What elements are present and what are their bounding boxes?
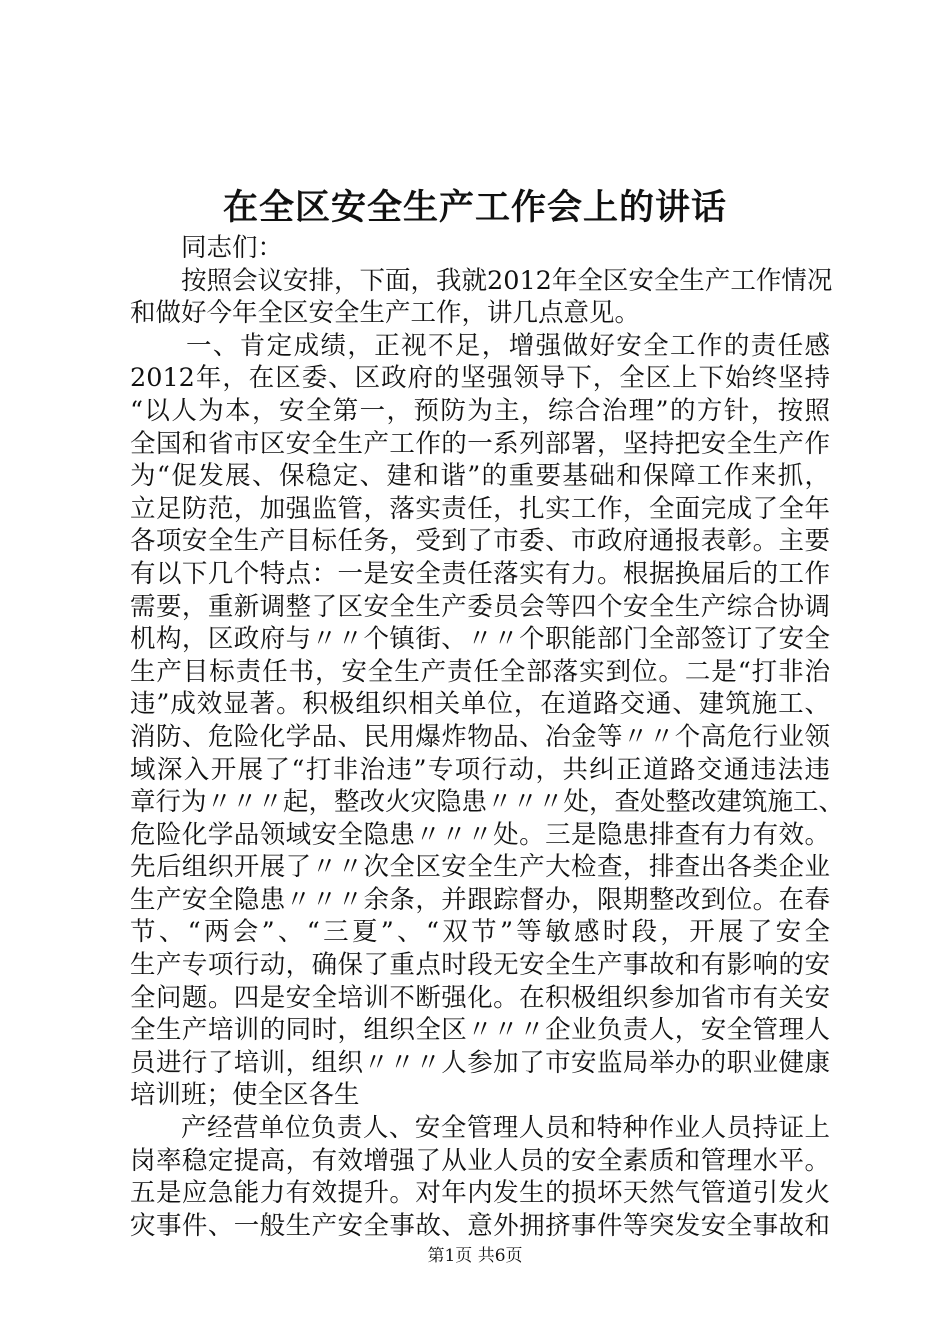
body-line: 员进行了培训，组织〃〃〃人参加了市安监局举办的职业健康 [130,1047,830,1078]
page-number: 第1页 共6页 [427,1246,523,1266]
body-line: 需要，重新调整了区安全生产委员会等四个安全生产综合协调 [130,591,830,622]
body-line: 全生产培训的同时，组织全区〃〃〃企业负责人，安全管理人 [130,1015,830,1046]
body-line: 章行为〃〃〃起，整改火灾隐患〃〃〃处，查处整改建筑施工、 [130,787,845,818]
section-heading-line: 一、肯定成绩，正视不足，增强做好安全工作的责任感 [186,330,830,361]
body-line: 消防、危险化学品、民用爆炸物品、冶金等〃〃个高危行业领 [130,721,830,752]
page-footer [0,1244,950,1268]
body-line: 灾事件、一般生产安全事故、意外拥挤事件等突发安全事故和 [130,1210,830,1241]
body-line: 有以下几个特点：一是安全责任落实有力。根据换届后的工作 [130,558,830,589]
body-line: 全问题。四是安全培训不断强化。在积极组织参加省市有关安 [130,982,830,1013]
body-line: 先后组织开展了〃〃次全区安全生产大检查，排查出各类企业 [130,852,830,883]
body-line: 全国和省市区安全生产工作的一系列部署，坚持把安全生产作 [130,428,830,459]
body-line: “以人为本，安全第一，预防为主，综合治理”的方针，按照 [130,395,830,426]
body-line: 机构，区政府与〃〃个镇街、〃〃个职能部门全部签订了安全 [130,624,830,655]
document-body [130,232,845,1242]
body-line: 岗率稳定提高，有效增强了从业人员的安全素质和管理水平。 [130,1145,830,1176]
body-line: 域深入开展了“打非治违”专项行动，共纠正道路交通违法违 [130,754,830,785]
body-line: 各项安全生产目标任务，受到了市委、市政府通报表彰。主要 [130,526,830,557]
body-line: 为“促发展、保稳定、建和谐”的重要基础和保障工作来抓， [130,461,830,492]
body-line: 违”成效显著。积极组织相关单位，在道路交通、建筑施工、 [130,689,830,720]
document-title: 在全区安全生产工作会上的讲话 [222,187,727,228]
body-line: 2012年，在区委、区政府的坚强领导下，全区上下始终坚持 [130,363,830,394]
body-line: 和做好今年全区安全生产工作，讲几点意见。 [130,298,641,329]
body-line: 产经营单位负责人、安全管理人员和特种作业人员持证上 [181,1113,830,1144]
body-line: 生产专项行动，确保了重点时段无安全生产事故和有影响的安 [130,950,830,981]
body-line: 危险化学品领域安全隐患〃〃〃处。三是隐患排查有力有效。 [130,819,830,850]
body-line: 立足防范，加强监管，落实责任，扎实工作，全面完成了全年 [130,493,830,524]
salutation-line: 同志们： [181,233,284,263]
body-line: 五是应急能力有效提升。对年内发生的损坏天然气管道引发火 [130,1178,830,1209]
body-line: 生产安全隐患〃〃〃余条，并跟踪督办，限期整改到位。在春 [130,884,830,915]
body-line: 按照会议安排，下面，我就2012年全区安全生产工作情况 [181,265,833,296]
body-line: 节、“两会”、“三夏”、“双节”等敏感时段，开展了安全 [130,917,830,948]
body-line: 生产目标责任书，安全生产责任全部落实到位。二是“打非治 [130,656,830,687]
body-line: 培训班；使全区各生 [130,1080,360,1111]
